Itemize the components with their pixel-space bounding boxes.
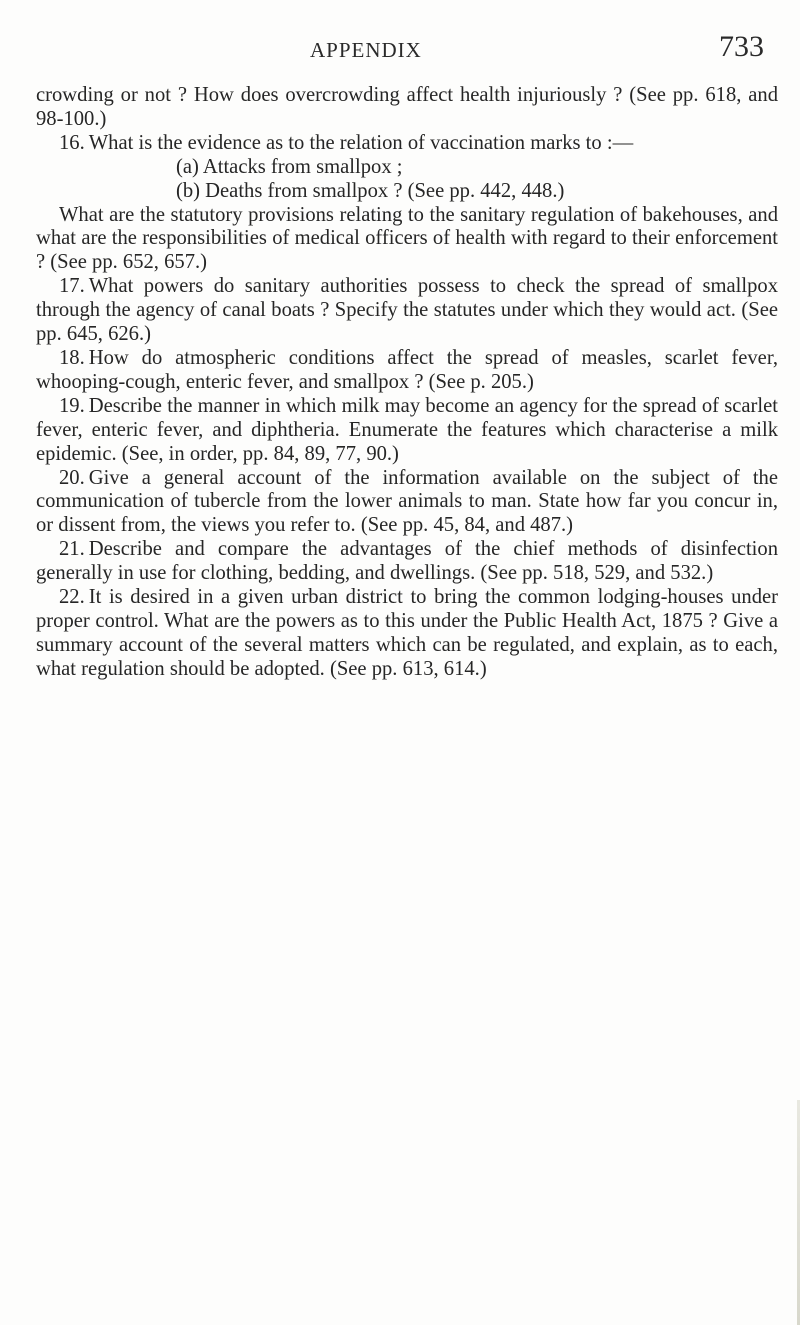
question-number: 16. [59,131,85,154]
question-number: 17. [59,275,85,298]
running-head [0,30,800,70]
question-number: 18. [59,346,85,369]
question-16-lead: What is the evidence as to the relation of vaccination marks to :— [88,131,634,154]
question-number: 19. [59,394,85,417]
question-16-item-a: (a) Attacks from smallpox ; [176,155,403,178]
question-16-item-b: (b) Deaths from smallpox ? (See pp. 442, 448.) [176,179,565,202]
page-number: 733 [719,30,764,63]
question-18 [36,347,778,395]
question-18-text: How do atmospheric conditions affect the spread of measles, scarlet fever, whooping-cough, enteric fever, and smallpox ? (See p. 205.) [36,346,778,393]
question-17-text: What powers do sanitary authorities possess to check the spread of smallpox through the agency of canal boats ? Specify the statutes under which they would act. (See pp. 645, 626.) [36,275,778,346]
question-21-text: Describe and compare the advantages of the chief methods of disinfection generally in use for clothing, bedding, and dwellings. (See pp. 518, 529, and 532.) [36,538,778,585]
question-16 [36,132,778,156]
body-text [36,84,778,682]
question-22-text: It is desired in a given urban district to bring the common lodging-houses under proper control. What are the powers as to this under the Public Health Act, 1875 ? Give a summary account of the several matters which can be regulated, and explain, as to each, what regulation should be adopted. (See pp. 613, 614.) [36,586,778,680]
running-head-title: APPENDIX [310,38,422,62]
question-20 [36,467,778,539]
question-21 [36,538,778,586]
question-19-text: Describe the manner in which milk may become an agency for the spread of scarlet fever, enteric fever, and diphtheria. Enumerate the features which characterise a milk epidemic. (See, in order, pp. 84, 89, 77, 90.) [36,394,778,465]
question-number: 21. [59,538,85,561]
question-22 [36,586,778,682]
question-number: 22. [59,586,85,609]
question-17 [36,275,778,347]
question-number: 20. [59,466,85,489]
question-16-continued: What are the statutory provisions relating to the sanitary regulation of bakehouses, and what are the responsibilities of medical officers of health with regard to their enforcement ? (See pp. 652, 657.) [36,203,778,274]
question-20-text: Give a general account of the information available on the subject of the communication of tubercle from the lower animals to man. State how far you concur in, or dissent from, the views you refer to. (See pp. 45, 84, and 487.) [36,466,778,537]
paragraph-continuation: crowding or not ? How does overcrowding affect health injuriously ? (See pp. 618, and 98-100.) [36,84,778,130]
question-19 [36,395,778,467]
